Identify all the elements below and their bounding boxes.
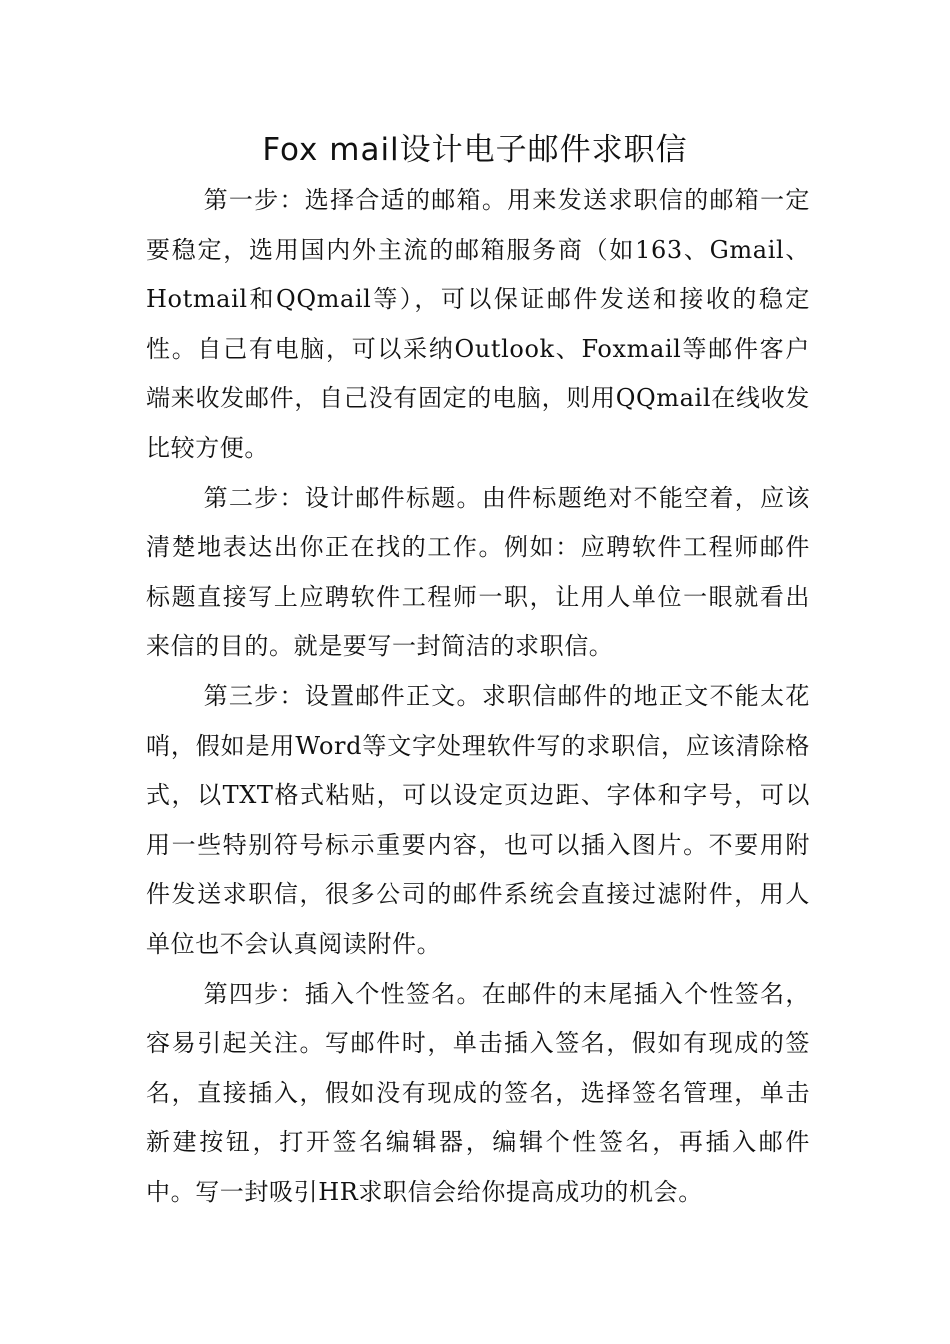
- paragraph-step-4: 第四步：插入个性签名。在邮件的末尾插入个性签名，容易引起关注。写邮件时，单击插入签名，假如有现成的签名，直接插入，假如没有现成的签名，选择签名管理，单击新建按钮，打开签名编辑器，编辑个性签名，再插入邮件中。写一封吸引HR求职信会给你提高成功的机会。: [146, 979, 810, 1206]
- document-body: [146, 176, 810, 1217]
- paragraph-step-3: 第三步：设置邮件正文。求职信邮件的地正文不能太花哨，假如是用Word等文字处理软件写的求职信，应该清除格式，以TXT格式粘贴，可以设定页边距、字体和字号，可以用一些特别符号标示重要内容，也可以插入图片。不要用附件发送求职信，很多公司的邮件系统会直接过滤附件，用人单位也不会认真阅读附件。: [146, 681, 810, 958]
- page-title: Fox mail设计电子邮件求职信: [262, 132, 688, 168]
- paragraph-step-2: 第二步：设计邮件标题。由件标题绝对不能空着，应该清楚地表达出你正在找的工作。例如：应聘软件工程师邮件标题直接写上应聘软件工程师一职，让用人单位一眼就看出来信的目的。就是要写一封简洁的求职信。: [146, 483, 810, 661]
- paragraph-step-1: 第一步：选择合适的邮箱。用来发送求职信的邮箱一定要稳定，选用国内外主流的邮箱服务商（如163、Gmail、Hotmail和QQmail等），可以保证邮件发送和接收的稳定性。自己有电脑，可以采纳Outlook、Foxmail等邮件客户端来收发邮件，自己没有固定的电脑，则用QQmail在线收发比较方便。: [146, 186, 810, 462]
